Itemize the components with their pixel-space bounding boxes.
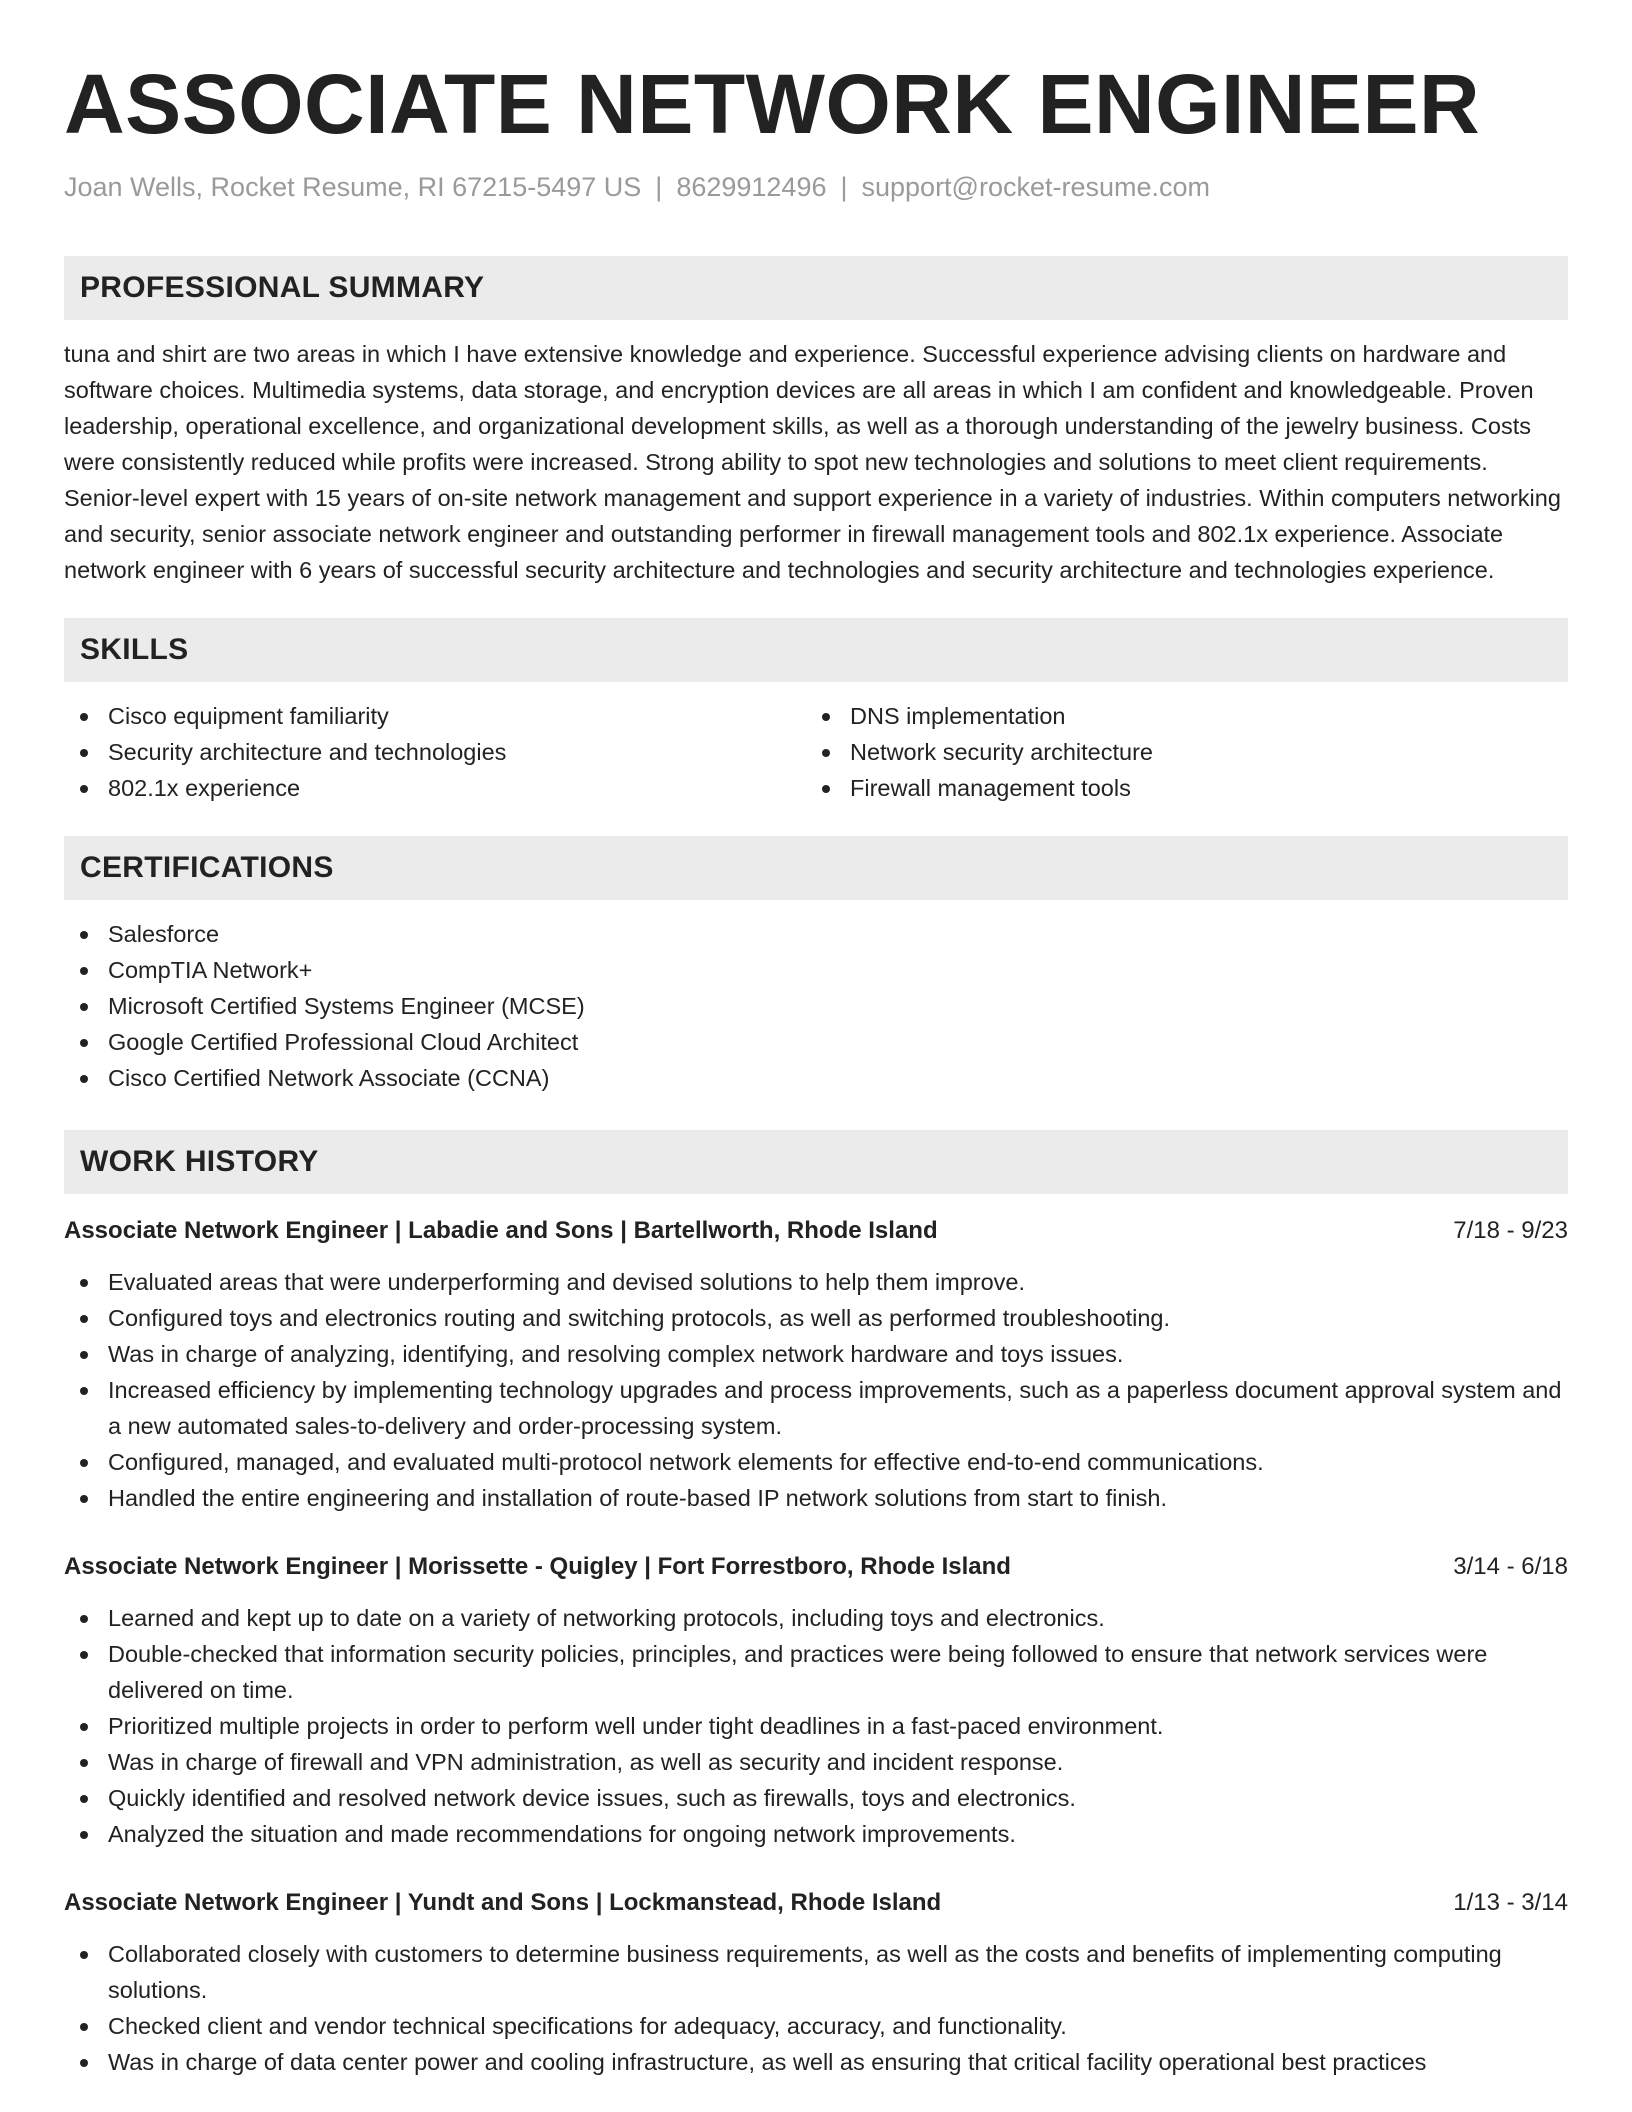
certification-item: Microsoft Certified Systems Engineer (MCSE) [64,988,1568,1024]
job-title: Associate Network Engineer | Labadie and Sons | Bartellworth, Rhode Island [64,1217,938,1244]
job-dates: 3/14 - 6/18 [1453,1553,1568,1580]
contact-phone: 8629912496 [676,172,827,202]
job-title: Associate Network Engineer | Morissette - Quigley | Fort Forrestboro, Rhode Island [64,1553,1011,1580]
job-bullet: Quickly identified and resolved network device issues, such as firewalls, toys and electronics. [64,1780,1568,1816]
job-bullet: Configured toys and electronics routing and switching protocols, as well as performed troubleshooting. [64,1300,1568,1336]
skill-item: DNS implementation [806,698,1548,734]
certifications-list [64,916,1568,1096]
job-bullets [64,1600,1568,1852]
job-bullet: Was in charge of analyzing, identifying, and resolving complex network hardware and toys issues. [64,1336,1568,1372]
certifications-heading: CERTIFICATIONS [64,836,1568,900]
skill-item: Network security architecture [806,734,1548,770]
job-bullet: Evaluated areas that were underperforming and devised solutions to help them improve. [64,1264,1568,1300]
resume-title: ASSOCIATE NETWORK ENGINEER [64,57,1481,151]
job-entry [64,1550,1568,1852]
job-bullet: Was in charge of data center power and cooling infrastructure, as well as ensuring that critical facility operational best practices [64,2044,1568,2080]
job-bullet: Configured, managed, and evaluated multi-protocol network elements for effective end-to-end communications. [64,1444,1568,1480]
job-bullet: Was in charge of firewall and VPN administration, as well as security and incident response. [64,1744,1568,1780]
job-bullet: Handled the entire engineering and installation of route-based IP network solutions from start to finish. [64,1480,1568,1516]
certification-item: Cisco Certified Network Associate (CCNA) [64,1060,1568,1096]
contact-address: Joan Wells, Rocket Resume, RI 67215-5497 US [64,172,642,202]
skills-list [64,698,1568,806]
job-entry [64,1214,1568,1516]
job-bullets [64,1936,1568,2080]
contact-separator: | [840,172,848,202]
job-bullets [64,1264,1568,1516]
certification-item: CompTIA Network+ [64,952,1568,988]
job-dates: 7/18 - 9/23 [1453,1217,1568,1244]
skill-item: Cisco equipment familiarity [64,698,806,734]
skill-item: Firewall management tools [806,770,1548,806]
job-bullet: Checked client and vendor technical specifications for adequacy, accuracy, and functionality. [64,2008,1568,2044]
contact-separator: | [655,172,663,202]
job-bullet: Prioritized multiple projects in order to perform well under tight deadlines in a fast-paced environment. [64,1708,1568,1744]
job-entry [64,1886,1568,2080]
job-header [64,1550,1568,1584]
summary-heading: PROFESSIONAL SUMMARY [64,256,1568,320]
certification-item: Google Certified Professional Cloud Architect [64,1024,1568,1060]
skills-heading: SKILLS [64,618,1568,682]
job-bullet: Increased efficiency by implementing technology upgrades and process improvements, such as a paperless document approval system and a new automated sales-to-delivery and order-processing system. [64,1372,1568,1444]
job-header [64,1886,1568,1920]
contact-email: support@rocket-resume.com [861,172,1211,202]
skills-column-right [806,698,1548,806]
job-bullet: Collaborated closely with customers to determine business requirements, as well as the costs and benefits of implementing computing solutions. [64,1936,1568,2008]
skills-column-left [64,698,806,806]
work-history-heading: WORK HISTORY [64,1130,1568,1194]
certification-item: Salesforce [64,916,1568,952]
resume-page [64,0,1568,2112]
job-header [64,1214,1568,1248]
skill-item: 802.1x experience [64,770,806,806]
skill-item: Security architecture and technologies [64,734,806,770]
job-bullet: Learned and kept up to date on a variety of networking protocols, including toys and electronics. [64,1600,1568,1636]
summary-text: tuna and shirt are two areas in which I have extensive knowledge and experience. Successful experience advising clients on hardware and software choices. Multimedia systems, data storage, and encryption devices are all areas in which I am confident and knowledgeable. Proven leadership, operational excellence, and organizational development skills, as well as a thorough understanding of the jewelry business. Costs were consistently reduced while profits were increased. Strong ability to spot new technologies and solutions to meet client requirements. Senior-level expert with 15 years of on-site network management and support experience in a variety of industries. Within computers networking and security, senior associate network engineer and outstanding performer in firewall management tools and 802.1x experience. Associate network engineer with 6 years of successful security architecture and technologies and security architecture and technologies experience. [64,341,1561,583]
contact-line [64,170,1568,204]
job-dates: 1/13 - 3/14 [1453,1889,1568,1916]
job-title: Associate Network Engineer | Yundt and Sons | Lockmanstead, Rhode Island [64,1889,942,1916]
job-bullet: Double-checked that information security policies, principles, and practices were being followed to ensure that network services were delivered on time. [64,1636,1568,1708]
job-bullet: Analyzed the situation and made recommendations for ongoing network improvements. [64,1816,1568,1852]
